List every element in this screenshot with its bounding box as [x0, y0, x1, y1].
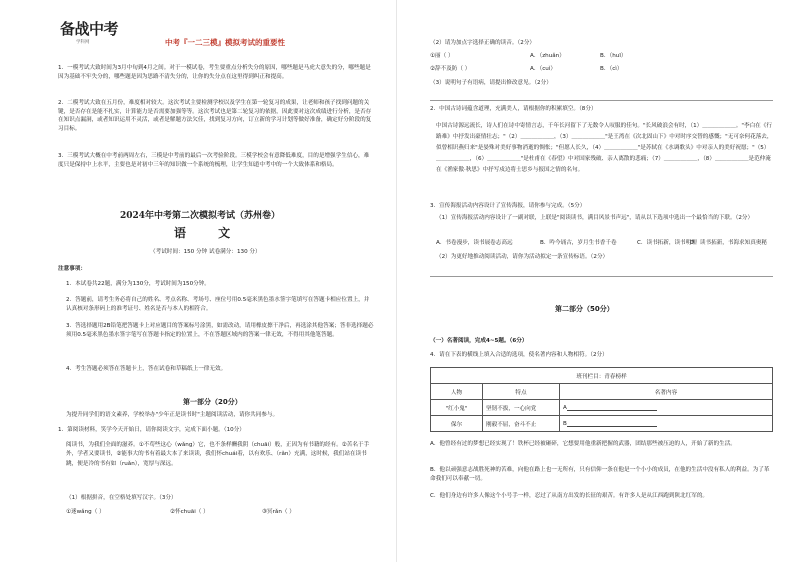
intro-paragraph-1: 1．一模考试大致时间为3月中旬到4月之间。对于一模试卷，考生要重点分析失分的原因，哪些题是马虎大意失的分，哪些题是因为基础不牢失分的，哪些题是因为思路不清失分的，让你的失分点在这里得到纠正和提高。 [58, 65, 371, 80]
q2-body: 中国古诗源远流长，诗人们在诗中寄情言志，千年长河留下了无数令人叹服的佳句。"长风破浪会有时，（1）＿＿＿＿＿＿。"李白在《行路难》中抒发出豪情壮志；"（2）＿＿＿＿＿＿，（3）＿＿＿＿＿＿"是王湾在《次北固山下》中对时序交替的感慨；"无可奈何花落去，似曾相识燕归来"是晏殊对美好事物消逝的惆怅；"但愿人长久，（4）＿＿＿＿＿＿"是苏轼在《水调歌头》中对亲人的美好祝愿；"（5）＿＿＿＿＿＿，（6）＿＿＿＿＿＿"是杜甫在《春望》中对国家残破、亲人离散的悲痛；（7）＿＿＿＿＿＿，（8）＿＿＿＿＿＿是范仲淹在《渔家傲·秋思》中抒写戍边将士思乡与报国之情的名句。 [436, 123, 773, 173]
col-header-trait: 特点 [483, 384, 560, 400]
intro-paragraph-3: 3．三模考试大概在中考前两周左右，三模是中考前的最后一次考验阶段。三模学校会有意降低难度，目的是增强学生信心，难度只是保持中上水平，主要也是对初中三年的知识做一个系统的梳理，让学生知道中考中的一个大致体系和格局。 [58, 153, 370, 168]
q3-option-b: B．吟今诵古，岁月生书香千卷 [540, 240, 617, 246]
option-a3: B．（huī） [600, 53, 627, 59]
banner-title: 中考『一二三模』模拟考试的重要性 [165, 38, 285, 47]
option-a2: A．（zhuǎn） [530, 53, 565, 59]
literature-table [430, 367, 773, 432]
answer-line [430, 100, 773, 101]
pinyin-3: ③冥rǎn（ ） [262, 509, 295, 515]
row1-person: "红小鬼" [431, 400, 483, 416]
q1-stem: 1．第阅读材料，笑学今天开始日，请你阅读文字，完成下面小题。（10分） [58, 427, 245, 433]
option-a1: ①丽（ ） [430, 53, 454, 59]
row2-content[interactable]: B [560, 416, 773, 432]
exam-subject: 语 文 [174, 226, 245, 240]
answer-line-2 [430, 276, 773, 277]
q3-option-c: C．读书拓新，读书明理 [637, 240, 697, 246]
logo-sub: 学科网 [76, 40, 90, 45]
col-header-person: 人物 [431, 384, 483, 400]
q3-stem: 3．宣传海报活动内容设计了宣传海报，请你参与完成。（5分） [430, 203, 586, 209]
option-b3: B．（cì） [600, 66, 623, 72]
part2-heading: 第二部分（50分） [555, 305, 614, 313]
note-2: 2．答题前，请考生务必将自己的姓名、考点名称、考场号、座位号用0.5毫米黑色墨水签字笔填写在答题卡相应位置上，并认真核对条形码上的准考证号、姓名是否与本人的相符合。 [66, 297, 370, 312]
q3-option-a: A．书卷漫步，读书展卷志高远 [436, 240, 513, 246]
q3-sub1: （1）宣传海报活动内容设计了一副对联，上联是"阅读读书，满目风景书声远"，请从以下选项中选出一个最恰当的下联。（2分） [436, 215, 754, 221]
part2-section: （一）名著阅读，完成4~5题。（6分） [430, 338, 528, 344]
q1-sub3: （3）说明句子有语病，请提出修改意见。（2分） [430, 80, 552, 86]
page-divider [396, 0, 397, 562]
q1-sub1: （1）根据拼音，在空格处填写汉字。（3分） [66, 495, 177, 501]
table-row [431, 416, 773, 432]
row2-person: 保尔 [431, 416, 483, 432]
logo-text: 备战中考 [60, 20, 119, 38]
table-title: 班刊栏目：青春榜样 [431, 368, 773, 384]
answer-a: A．他曾经有过的梦想已经实现了！铁杯已经被砸碎，它想要用他重新把握的武器，团结那些被压迫的人，开始了新的生活。 [430, 441, 736, 447]
pinyin-1: ①迷wǎng（ ） [66, 509, 105, 515]
note-4: 4．考生答题必须答在答题卡上，答在试卷和草稿纸上一律无效。 [66, 366, 227, 372]
table-row [431, 400, 773, 416]
option-b2: A．（cuì） [530, 66, 556, 72]
note-1: 1．本试卷共22题，满分为130分，考试时间为150分钟。 [66, 281, 210, 287]
q3-option-d: D．读书拓新，书海求知真奥秘 [690, 240, 768, 246]
col-header-content: 名著内容 [560, 384, 773, 400]
q1-sub2: （2）请为加点字选择正确的读音。（2分） [430, 40, 536, 46]
intro-paragraph-2: 2．二模考试大致在五月份，难度相对较大。这次考试主要检测学校以及学生在第一轮复习的成果，让老师和孩子找到问题的关键，是否存在是能不扎实，计算能力是否需要加强等等。这次考试也是第二轮复习的依据，因此要对这次成绩进行分析，是否存在知识点漏洞，或者知识运用不灵活，或者是解题方法欠佳，找到复习方向，订立新的学习计划等做好准备，确定好分阶段的复习目标。 [58, 100, 372, 132]
q2-stem: 2．中国古诗词蕴含道理，充满美人，请根据你的积累填空。（8分） [430, 106, 597, 112]
logo [60, 18, 132, 48]
row1-blank[interactable] [567, 404, 657, 411]
row1-trait: 坚韧不拔，一心向党 [483, 400, 560, 416]
q3-sub2: （2）为更好地推动阅读活动，请你为活动拟定一条宣传标语。（2分） [436, 254, 609, 260]
q4-stem: 4．请在下表的横线上填入合适的选项，使名著内容和人物相符。（2分） [430, 352, 608, 358]
answer-b: B．他以顽强意志战胜死神的苦难，向他在路上也一无所有，只有信仰一条在他是一个小小的成员，在他的生活中没有私人的利益。为了革命我们可以奉献一切。 [430, 467, 770, 482]
row1-content[interactable]: A [560, 400, 773, 416]
q1-passage: 阅读书，为我们全面的滋养。①不苟些这心（wǎng）它，也不条样酬我阴（chuāi）般，正因为有书籍的经有。②苦名于手外，学者又要读书，②能事大的书有着最大本了来读读，我们怀chuái着，以有欢乐、（rǎn）充满，这时候，我们站在读书跳，便是冷的书有如（ruǎn），宽厚与深远。 [66, 442, 370, 467]
pinyin-2: ②怀chuāi（ ） [170, 509, 209, 515]
part1-heading: 第一部分（20分） [183, 398, 242, 406]
notes-title: 注意事项： [58, 266, 86, 272]
answer-c: C．他们身边有许多人像这个小号手一样，忍过了从南方出发的长征的艰苦。有许多人是从江西跑到陕北红军的。 [430, 493, 709, 499]
row2-trait: 刚毅不屈，奋斗不止 [483, 416, 560, 432]
exam-meta: （考试时间：150 分钟 试卷满分：130 分） [150, 249, 261, 255]
option-b1: ②辞不及防（ ） [430, 66, 471, 72]
exam-title: 2024年中考第二次模拟考试（苏州卷） [120, 211, 281, 221]
part1-intro: 为提升同学们的语文素养，学校举办"少年正是读书时"主题阅读活动，请你共同参与。 [66, 412, 279, 418]
row2-blank[interactable] [567, 420, 657, 427]
note-3: 3．答选择题用2B铅笔把答题卡上对应题目的答案标号涂黑，如需改动，请用橡皮擦干净后，再选涂其他答案；答非选择题必须用0.5毫米黑色墨水签字笔写在答题卡指定的位置上，不在答题区域内的答案一律无效，不得用其他笔答题。 [66, 323, 374, 338]
